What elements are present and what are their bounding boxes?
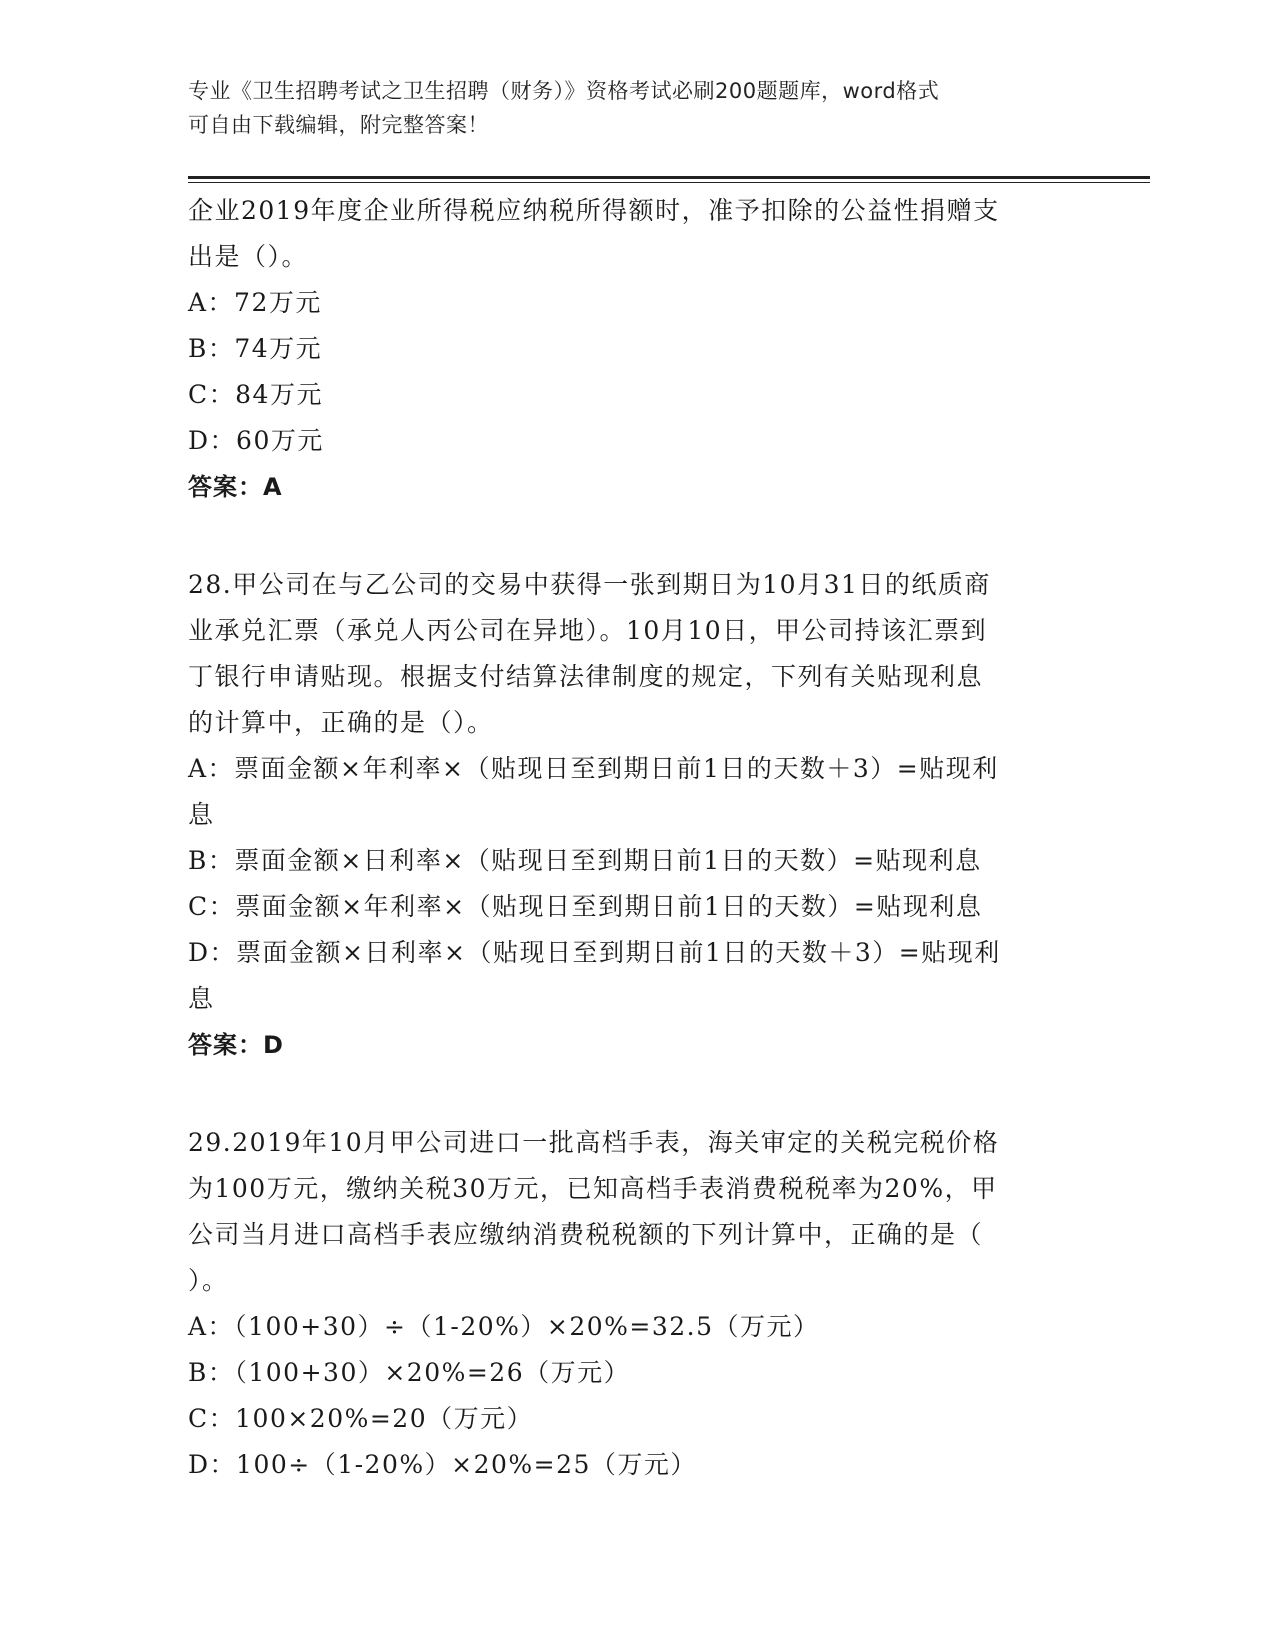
question-spacer [188, 510, 1088, 562]
header-title-line-2: 可自由下载编辑，附完整答案！ [188, 113, 489, 137]
question-stem-line: 公司当月进口高档手表应缴纳消费税税额的下列计算中，正确的是（ [188, 1220, 984, 1249]
option-d: D：100÷（1-20%）×20%=25（万元） [188, 1450, 697, 1479]
option-c: C：84万元 [188, 380, 323, 409]
question-27 [188, 188, 1088, 510]
question-stem-line: 丁银行申请贴现。根据支付结算法律制度的规定，下列有关贴现利息 [188, 662, 984, 691]
option-d-continued: 息 [188, 984, 215, 1013]
header-divider-thick [188, 176, 1150, 179]
option-a: A：票面金额×年利率×（贴现日至到期日前1日的天数＋3）=贴现利 [188, 754, 999, 783]
option-a: A：72万元 [188, 288, 322, 317]
option-b: B：票面金额×日利率×（贴现日至到期日前1日的天数）=贴现利息 [188, 846, 982, 875]
question-list [188, 188, 1088, 1488]
option-d: D：票面金额×日利率×（贴现日至到期日前1日的天数＋3）=贴现利 [188, 938, 1001, 967]
question-stem-line: 业承兑汇票（承兑人丙公司在异地）。10月10日，甲公司持该汇票到 [188, 616, 988, 645]
option-b: B：（100+30）×20%=26（万元） [188, 1358, 631, 1387]
question-28 [188, 562, 1088, 1068]
question-stem-line: 为100万元，缴纳关税30万元，已知高档手表消费税税率为20%，甲 [188, 1174, 998, 1203]
option-c: C：票面金额×年利率×（贴现日至到期日前1日的天数）=贴现利息 [188, 892, 983, 921]
question-29 [188, 1120, 1088, 1488]
header-divider-thin [188, 182, 1150, 183]
option-c: C：100×20%=20（万元） [188, 1404, 534, 1433]
question-stem-line: 出是（）。 [188, 242, 309, 271]
option-b: B：74万元 [188, 334, 323, 363]
option-a: A：（100+30）÷（1-20%）×20%=32.5（万元） [188, 1312, 820, 1341]
question-spacer [188, 1068, 1088, 1120]
question-stem-line: 29.2019年10月甲公司进口一批高档手表，海关审定的关税完税价格 [188, 1128, 1000, 1157]
option-a-continued: 息 [188, 800, 215, 829]
question-stem-line: 的计算中，正确的是（）。 [188, 708, 494, 737]
question-stem-line: 28.甲公司在与乙公司的交易中获得一张到期日为10月31日的纸质商 [188, 570, 991, 599]
question-stem-line: ）。 [188, 1266, 229, 1295]
question-stem-line: 企业2019年度企业所得税应纳税所得额时，准予扣除的公益性捐赠支 [188, 196, 1000, 225]
header-title-line-1: 专业《卫生招聘考试之卫生招聘（财务）》资格考试必刷200题题库，word格式 [188, 79, 940, 103]
option-d: D：60万元 [188, 426, 324, 455]
answer-label: 答案：A [188, 473, 283, 501]
answer-label: 答案：D [188, 1031, 284, 1059]
document-header [188, 74, 1088, 142]
